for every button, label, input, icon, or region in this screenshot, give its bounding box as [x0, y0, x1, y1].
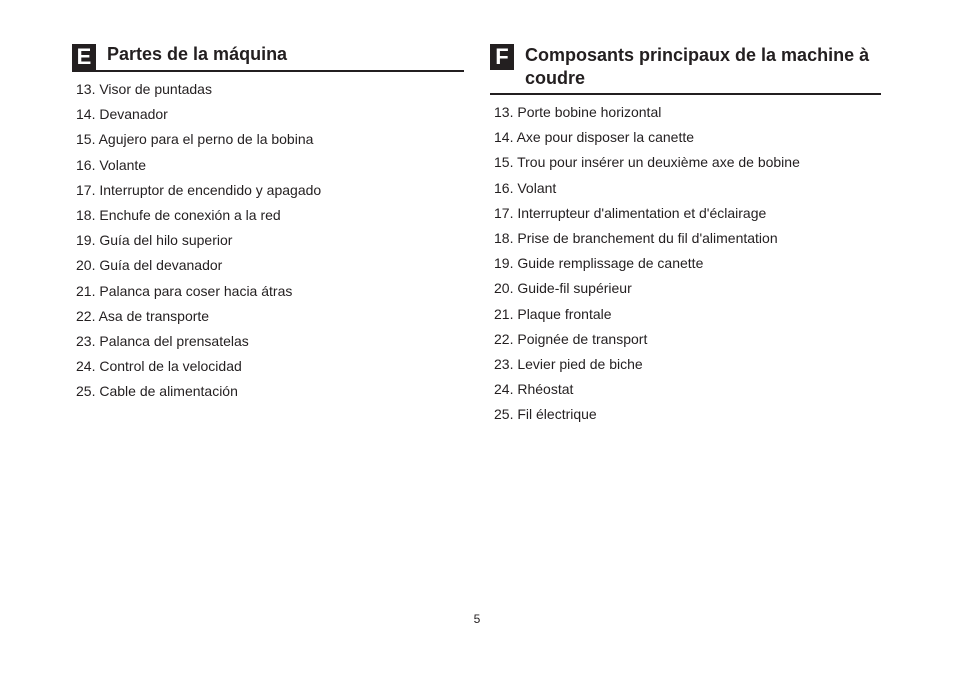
- list-item: 22. Asa de transporte: [76, 307, 210, 324]
- list-item: 15. Trou pour insérer un deuxième axe de bobine: [494, 154, 800, 171]
- list-item: 24. Rhéostat: [494, 381, 574, 398]
- list-item: 18. Prise de branchement du fil d'alimentation: [494, 229, 778, 246]
- parts-list-spanish: [72, 77, 464, 404]
- list-item: 21. Plaque frontale: [494, 305, 612, 322]
- list-item: 18. Enchufe de conexión a la red: [76, 206, 281, 223]
- list-item: 14. Devanador: [76, 106, 168, 123]
- list-item: 13. Porte bobine horizontal: [494, 104, 662, 120]
- page-number: 5: [473, 612, 481, 626]
- section-title-spanish: Partes de la máquina: [107, 44, 288, 64]
- list-item: 21. Palanca para coser hacia átras: [76, 282, 293, 299]
- section-spanish: [72, 44, 464, 404]
- list-item: 17. Interruptor de encendido y apagado: [76, 181, 322, 198]
- list-item: 23. Palanca del prensatelas: [76, 332, 249, 349]
- list-item: 16. Volant: [494, 179, 557, 196]
- section-header-french: [490, 44, 881, 95]
- list-item: 23. Levier pied de biche: [494, 355, 643, 372]
- list-item: 22. Poignée de transport: [494, 330, 648, 347]
- language-badge-e: E: [72, 44, 96, 70]
- list-item: 15. Agujero para el perno de la bobina: [76, 131, 314, 148]
- list-item: 13. Visor de puntadas: [76, 81, 212, 97]
- list-item: 19. Guide remplissage de canette: [494, 255, 704, 272]
- section-french: [490, 44, 881, 427]
- parts-list-french: [490, 100, 881, 427]
- list-item: 17. Interrupteur d'alimentation et d'éclairage: [494, 204, 767, 221]
- list-item: 20. Guide-fil supérieur: [494, 280, 632, 297]
- list-item: 14. Axe pour disposer la canette: [494, 129, 695, 146]
- list-item: 20. Guía del devanador: [76, 257, 223, 274]
- list-item: 25. Fil électrique: [494, 406, 597, 423]
- list-item: 25. Cable de alimentación: [76, 383, 238, 400]
- list-item: 16. Volante: [76, 156, 147, 173]
- list-item: 24. Control de la velocidad: [76, 358, 242, 375]
- section-header-spanish: [72, 44, 464, 72]
- section-title-french: Composants principaux de la machine à coudre: [525, 45, 870, 88]
- language-badge-f: F: [490, 44, 514, 70]
- list-item: 19. Guía del hilo superior: [76, 232, 233, 249]
